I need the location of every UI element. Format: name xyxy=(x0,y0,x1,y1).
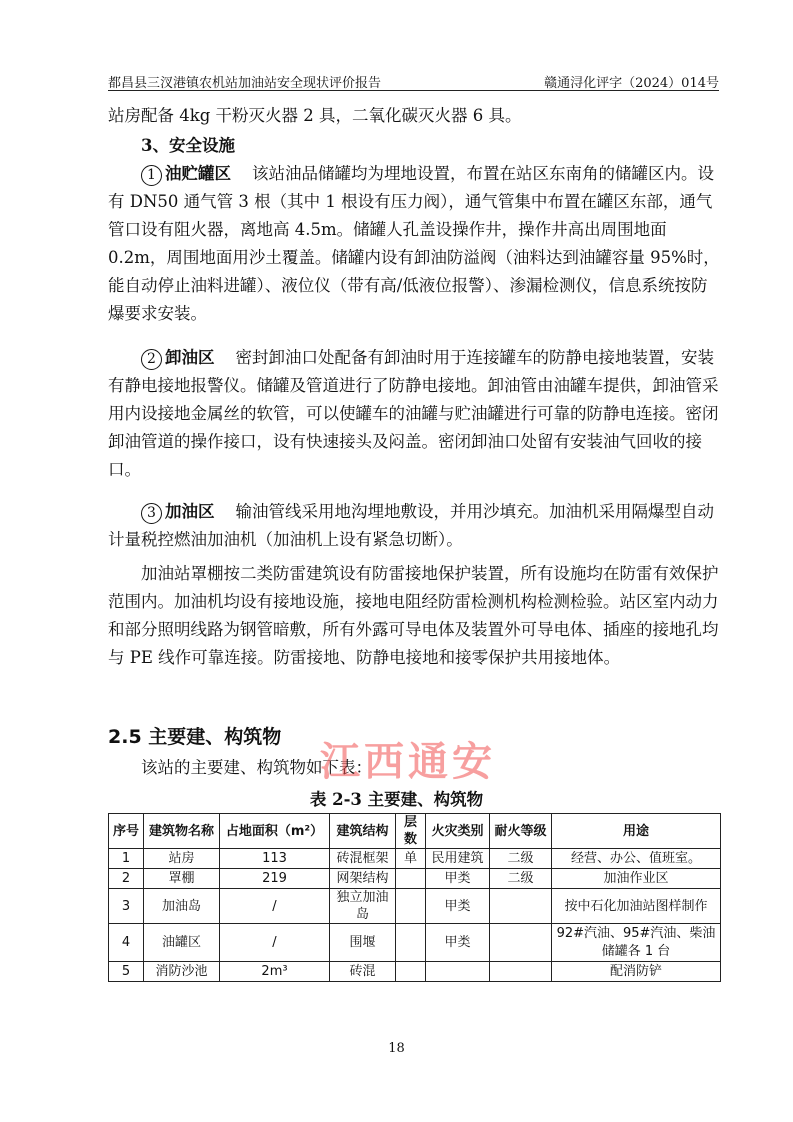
item-text-unloading-area: 密封卸油口处配备有卸油时用于连接罐车的防静电接地装置，安装有静电接地报警仪。储罐及管道进行了防静电接地。卸油管由油罐车提供，卸油管采用内设接地金属丝的软管，可以使罐车的油罐与贮油罐进行可靠的防静电连接。密闭卸油管道的操作接口，设有快速接头及闷盖。密闭卸油口处留有安装油气回收的接口。 xyxy=(108,348,719,479)
table-header-cell: 占地面积（m²） xyxy=(220,814,330,849)
item-title-tank-area: 油贮罐区 xyxy=(165,164,231,183)
table-cell xyxy=(396,962,426,982)
table-cell xyxy=(490,962,552,982)
table-header-cell: 火灾类别 xyxy=(426,814,490,849)
table-cell: 消防沙池 xyxy=(144,962,220,982)
table-header-cell: 用途 xyxy=(552,814,721,849)
table-cell xyxy=(396,924,426,962)
item-number-3: 3 xyxy=(141,503,162,524)
section-2-5-title: 2.5 主要建、构筑物 xyxy=(108,726,282,748)
table-cell: 网架结构 xyxy=(330,869,396,889)
table-cell: 二级 xyxy=(490,869,552,889)
table-cell: 罩棚 xyxy=(144,869,220,889)
table-cell: 2 xyxy=(109,869,144,889)
table-cell: 113 xyxy=(220,849,330,869)
item-text-fueling-area: 输油管线采用地沟埋地敷设，并用沙填充。加油机采用隔爆型自动计量税控燃油加油机（加油机上设有紧急切断）。 xyxy=(108,502,714,549)
header-report-number: 赣通浔化评字（2024）014号 xyxy=(544,76,719,91)
table-cell xyxy=(426,962,490,982)
table-cell: 站房 xyxy=(144,849,220,869)
table-header-cell: 建筑物名称 xyxy=(144,814,220,849)
table-header-cell: 建筑结构 xyxy=(330,814,396,849)
table-cell xyxy=(396,869,426,889)
table-cell xyxy=(490,889,552,924)
buildings-table xyxy=(108,813,721,982)
table-cell: / xyxy=(220,889,330,924)
table-cell: 3 xyxy=(109,889,144,924)
table-header-cell: 层数 xyxy=(396,814,426,849)
table-header-row xyxy=(109,814,721,849)
paragraph-unloading-area xyxy=(108,344,720,484)
table-cell xyxy=(490,924,552,962)
table-cell: 单 xyxy=(396,849,426,869)
table-cell: 2m³ xyxy=(220,962,330,982)
table-row xyxy=(109,869,721,889)
table-cell: / xyxy=(220,924,330,962)
table-row xyxy=(109,962,721,982)
table-cell: 219 xyxy=(220,869,330,889)
header-report-title: 都昌县三汊港镇农机站加油站安全现状评价报告 xyxy=(108,76,382,91)
page-number: 18 xyxy=(388,1041,405,1056)
table-cell: 砖混 xyxy=(330,962,396,982)
table-cell xyxy=(396,889,426,924)
table-cell: 甲类 xyxy=(426,924,490,962)
table-cell: 按中石化加油站图样制作 xyxy=(552,889,721,924)
watermark-text: 江西通安 xyxy=(320,739,496,785)
paragraph-table-intro: 该站的主要建、构筑物如下表： xyxy=(141,758,372,777)
item-number-1: 1 xyxy=(141,165,162,186)
table-cell: 砖混框架 xyxy=(330,849,396,869)
paragraph-lightning-protection: 加油站罩棚按二类防雷建筑设有防雷接地保护装置，所有设施均在防雷有效保护范围内。加油机均设有接地设施，接地电阻经防雷检测机构检测检验。站区室内动力和部分照明线路为钢管暗敷，所有外露可导电体及装置外可导电体、插座的接地孔均与 PE 线作可靠连接。防雷接地、防静电接地和接零保护共用接地体。 xyxy=(108,564,719,667)
table-cell: 围堰 xyxy=(330,924,396,962)
table-cell: 4 xyxy=(109,924,144,962)
paragraph-fueling-area xyxy=(108,498,720,554)
table-cell: 二级 xyxy=(490,849,552,869)
table-cell: 1 xyxy=(109,849,144,869)
table-cell: 经营、办公、值班室。 xyxy=(552,849,721,869)
table-cell: 加油岛 xyxy=(144,889,220,924)
table-cell: 甲类 xyxy=(426,889,490,924)
table-row xyxy=(109,849,721,869)
item-number-2: 2 xyxy=(141,349,162,370)
table-header-cell: 序号 xyxy=(109,814,144,849)
table-header-cell: 耐火等级 xyxy=(490,814,552,849)
page-header xyxy=(108,70,719,91)
item-text-tank-area: 该站油品储罐均为埋地设置，布置在站区东南角的储罐区内。设有 DN50 通气管 3 根（其中 1 根设有压力阀），通气管集中布置在罐区东部，通气管口设有阻火器，离地高 4.5m。储罐人孔盖设操作井，操作井高出周围地面 0.2m，周围地面用沙土覆盖。储罐内设有卸油防溢阀（油料达到油罐容量 95%时，能自动停止油料进罐）、液位仪（带有高/低液位报警）、渗漏检测仪，信息系统按防爆要求安装。 xyxy=(108,164,720,323)
item-title-fueling-area: 加油区 xyxy=(165,502,215,521)
table-caption: 表 2-3 主要建、构筑物 xyxy=(309,790,484,809)
section-3-title: 3、安全设施 xyxy=(141,136,235,155)
paragraph-tank-area xyxy=(108,160,720,328)
table-cell: 民用建筑 xyxy=(426,849,490,869)
item-title-unloading-area: 卸油区 xyxy=(165,348,215,367)
table-cell: 加油作业区 xyxy=(552,869,721,889)
table-cell: 配消防铲 xyxy=(552,962,721,982)
paragraph-extinguishers: 站房配备 4kg 干粉灭火器 2 具，二氧化碳灭火器 6 具。 xyxy=(108,106,522,125)
table-cell: 5 xyxy=(109,962,144,982)
table-cell: 甲类 xyxy=(426,869,490,889)
table-row xyxy=(109,889,721,924)
table-cell: 92#汽油、95#汽油、柴油储罐各 1 台 xyxy=(552,924,721,962)
table-row xyxy=(109,924,721,962)
table-cell: 独立加油岛 xyxy=(330,889,396,924)
table-cell: 油罐区 xyxy=(144,924,220,962)
